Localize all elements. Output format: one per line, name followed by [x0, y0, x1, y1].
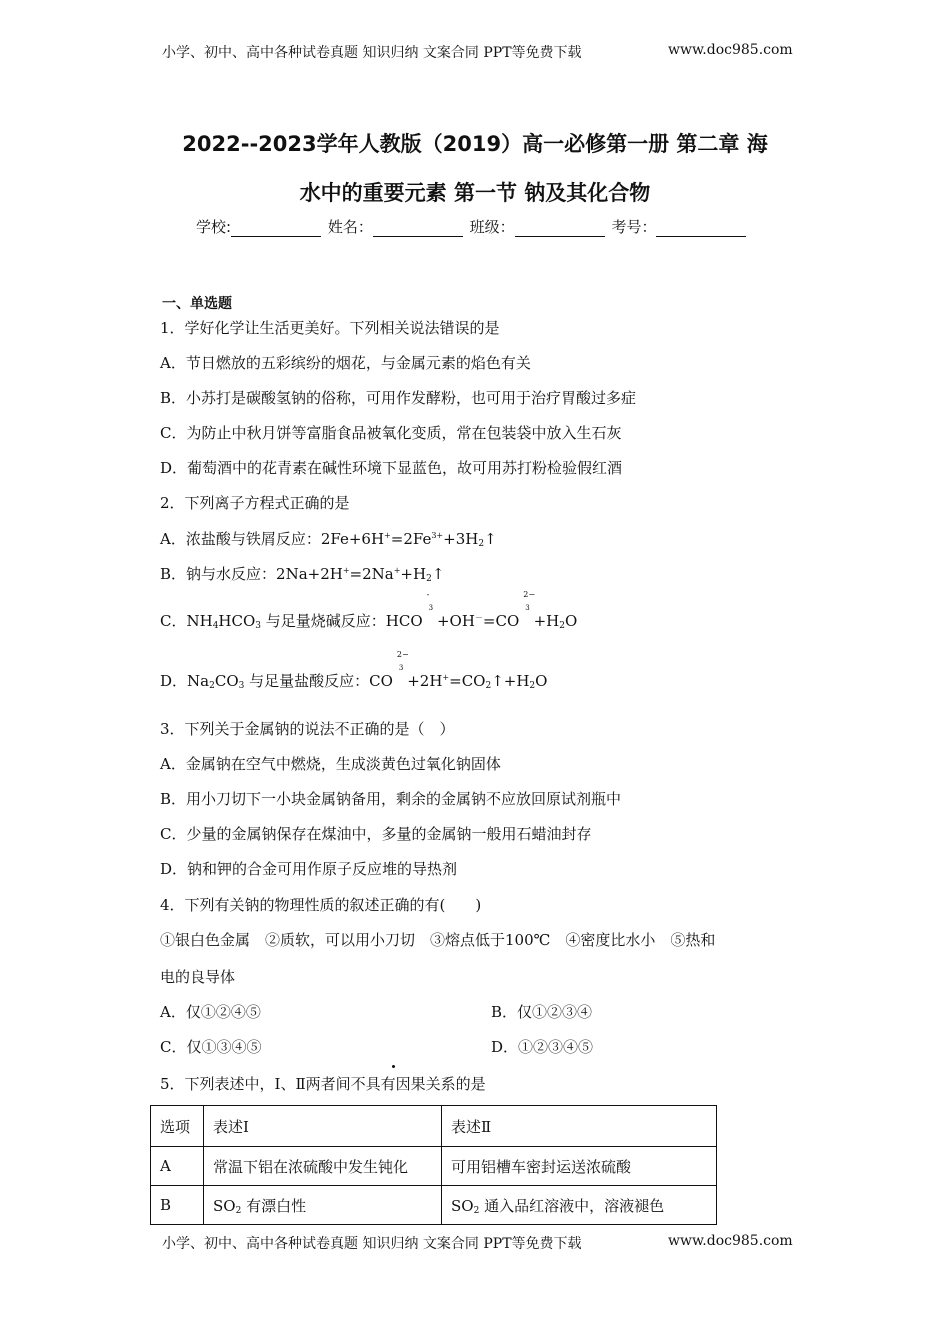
q3-option-b: B．用小刀切下一小块金属钠备用，剩余的金属钠不应放回原试剂瓶中: [160, 790, 622, 808]
q4-option-b: B．仅①②③④: [491, 1003, 593, 1021]
class-label: 班级：: [469, 218, 515, 236]
section-heading: 一、单选题: [162, 296, 232, 312]
table-header-cell: 选项: [151, 1106, 204, 1147]
q4-option-c: C．仅①③④⑤: [160, 1038, 262, 1056]
q1-option-c: C．为防止中秋月饼等富脂食品被氧化变质，常在包装袋中放入生石灰: [160, 424, 622, 442]
q2-option-c: C．$NH_4HCO_3$ 与足量烧碱反应：HCO 3 - +OH－=CO 3 2− $+H_2O$: [160, 590, 578, 631]
q3-option-a: A．金属钠在空气中燃烧，生成淡黄色过氧化钠固体: [160, 755, 501, 773]
q1-option-d: D．葡萄酒中的花青素在碱性环境下显蓝色，故可用苏打粉检验假红酒: [160, 459, 623, 477]
q5-table: [150, 1105, 717, 1225]
q3-stem: 3．下列关于金属钠的说法不正确的是（ ）: [160, 720, 455, 738]
header-url[interactable]: www.doc985.com: [668, 42, 793, 58]
q4-option-d: D．①②③④⑤: [491, 1038, 594, 1056]
school-label: 学校:: [196, 218, 232, 236]
emphasis-dot: [392, 1065, 395, 1068]
footer-url[interactable]: www.doc985.com: [668, 1233, 793, 1249]
table-cell: A: [151, 1147, 204, 1186]
q4-items-line2: 电的良导体: [160, 968, 236, 986]
q1-stem: 1．学好化学让生活更美好。下列相关说法错误的是: [160, 319, 500, 337]
q1-option-a: A．节日燃放的五彩缤纷的烟花，与金属元素的焰色有关: [160, 354, 531, 372]
table-cell: $SO_2$ 通入品红溶液中，溶液褪色: [442, 1186, 717, 1225]
table-header-row: [151, 1106, 717, 1147]
q2-option-d-text: D．Na: [160, 672, 210, 690]
q2-option-b-text: B．钠与水反应：2Na+2H: [160, 565, 343, 583]
q4-stem: 4．下列有关钠的物理性质的叙述正确的有( ): [160, 896, 482, 914]
header-text: 小学、初中、高中各种试卷真题 知识归纳 文案合同 PPT等免费下载: [162, 45, 582, 61]
q2-option-d: D．$Na_2CO_3$ 与足量盐酸反应：CO 3 2− $+2H^+=CO_2↑+H_2O$: [160, 650, 548, 691]
q1-option-b: B．小苏打是碳酸氢钠的俗称，可用作发酵粉，也可用于治疗胃酸过多症: [160, 389, 637, 407]
table-cell: B: [151, 1186, 204, 1225]
school-blank[interactable]: [231, 222, 321, 237]
q4-option-a: A．仅①②④⑤: [160, 1003, 261, 1021]
table-cell: 可用铝槽车密封运送浓硫酸: [442, 1147, 717, 1186]
q3-option-d: D．钠和钾的合金可用作原子反应堆的导热剂: [160, 860, 458, 878]
q2-option-c-text: C．NH: [160, 612, 213, 630]
q3-option-c: C．少量的金属钠保存在煤油中，多量的金属钠一般用石蜡油封存: [160, 825, 592, 843]
table-row: [151, 1186, 717, 1225]
class-blank[interactable]: [515, 222, 605, 237]
table-cell: 常温下铝在浓硫酸中发生钝化: [204, 1147, 442, 1186]
student-info: [196, 216, 748, 237]
footer-text: 小学、初中、高中各种试卷真题 知识归纳 文案合同 PPT等免费下载: [162, 1236, 582, 1252]
q4-items-line1: ①银白色金属 ②质软，可以用小刀切 ③熔点低于100℃ ④密度比水小 ⑤热和: [160, 931, 716, 949]
q2-stem: 2．下列离子方程式正确的是: [160, 494, 350, 512]
q2-option-a: A．浓盐酸与铁屑反应：$2Fe+6H^+=2Fe^{3+}+3H_2↑$: [160, 530, 497, 549]
page-title-line2: 水中的重要元素 第一节 钠及其化合物: [299, 181, 651, 205]
q2-option-b: B．钠与水反应：$2Na+2H^+=2Na^++H_2↑$: [160, 565, 445, 584]
q2-option-a-text: A．浓盐酸与铁屑反应：2Fe+6H: [160, 530, 385, 548]
exam-no-label: 考号：: [611, 218, 657, 236]
table-row: [151, 1147, 717, 1186]
exam-no-blank[interactable]: [656, 222, 746, 237]
q5-stem: 5．下列表述中，Ⅰ、Ⅱ两者间不具有因果关系的是: [160, 1075, 486, 1093]
table-cell: $SO_2$ 有漂白性: [204, 1186, 442, 1225]
name-blank[interactable]: [373, 222, 463, 237]
name-label: 姓名：: [327, 218, 373, 236]
table-header-cell: 表述Ⅱ: [442, 1106, 717, 1147]
table-header-cell: 表述Ⅰ: [204, 1106, 442, 1147]
page-title-line1: 2022--2023学年人教版（2019）高一必修第一册 第二章 海: [182, 132, 768, 156]
